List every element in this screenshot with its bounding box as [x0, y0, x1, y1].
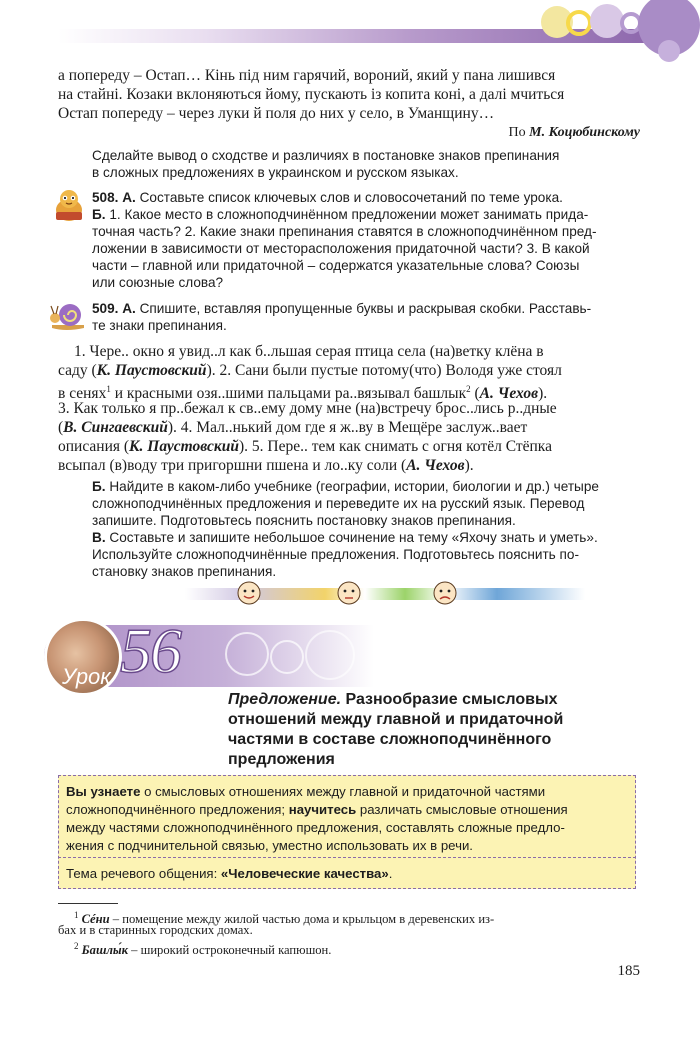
source-prefix: По	[508, 125, 530, 140]
decor-circle	[270, 640, 304, 674]
snail-icon	[48, 298, 88, 334]
task-intro-line: в сложных предложениях в украинском и русском языках.	[92, 165, 459, 180]
footnote-def: – широкий остроконечный капюшон.	[128, 943, 332, 958]
goals-text: сложноподчинённого предложения;	[66, 802, 289, 817]
text-seg: ). 4. Мал..нький дом где я ж..ву в Мещёре заслуж..вает	[167, 419, 528, 436]
ex509-text-line	[58, 418, 658, 437]
text-seg: всыпал (в)воду три пригоршни пшена и ло..ку соли (	[58, 457, 407, 474]
footnote-word: Башлы́к	[81, 943, 129, 958]
text-seg: ).	[464, 457, 474, 474]
decor-circle	[225, 632, 269, 676]
ex509-v1: Составьте и запишите небольшое сочинение на тему «Яхочу знать и уметь».	[105, 530, 598, 545]
ex508-line: ложении в зависимости от месторасположения придаточной части? 3. В какой	[92, 241, 590, 256]
ex509-b-line: сложноподчинённых предложения и переведите их на русский язык. Перевод	[92, 496, 585, 511]
goals-line	[66, 801, 632, 819]
decor-circle	[658, 40, 680, 62]
text-seg: в сенях	[58, 385, 107, 403]
goals-skill-label: научитесь	[288, 802, 357, 817]
thinking-face-icon	[336, 580, 362, 606]
lesson-title-line	[228, 690, 648, 710]
decor-circle	[590, 4, 624, 38]
lesson-title-line: отношений между главной и придаточной	[228, 711, 564, 728]
text-author: А. Чехов	[406, 457, 465, 474]
footnote-number: 1	[74, 910, 79, 920]
lesson-title-line: предложения	[228, 751, 335, 768]
ex508-line: точная часть? 2. Какие знаки препинания ставятся в сложноподчинённом пред-	[92, 224, 597, 239]
ex509-text-line	[58, 437, 658, 456]
lesson-title-part: Разнообразие смысловых	[341, 691, 558, 708]
goals-text: о смысловых отношениях между главной и придаточной частями	[140, 784, 546, 799]
ex508-line: или союзные слова?	[92, 275, 224, 290]
ex509-b1: Найдите в каком-либо учебнике (географии, истории, биологии и др.) четыре	[105, 479, 599, 494]
footnote	[74, 939, 644, 958]
poem-line: Остап попереду – через луки й поля до них у село, в Уманщину…	[58, 105, 495, 122]
ex508-line	[92, 206, 642, 224]
task-intro-line: Сделайте вывод о сходстве и различиях в постановке знаков препинания	[92, 148, 560, 163]
ex508-a: Составьте список ключевых слов и словосочетаний по теме урока.	[135, 190, 563, 205]
page-number: 185	[617, 963, 640, 979]
source-author: М. Коцюбинскому	[529, 125, 640, 140]
smiley-face-icon	[236, 580, 262, 606]
text-seg: (	[470, 385, 480, 403]
ex509-text-line	[58, 361, 658, 380]
footnote-def: – помещение между жилой частью дома и крыльцом в деревенских из-	[109, 912, 495, 927]
poem-source	[300, 123, 640, 142]
ex509-text-line	[58, 456, 658, 475]
text-seg: саду (	[58, 362, 97, 379]
topic-name: «Человеческие качества»	[220, 866, 389, 881]
lesson-word: Урок	[62, 664, 111, 689]
ex508-number: 508. А.	[92, 190, 136, 205]
text-author: А. Чехов	[479, 385, 539, 403]
ex509-b-label: Б.	[92, 479, 106, 494]
text-seg: ).	[538, 385, 548, 403]
topic-end: .	[388, 866, 393, 881]
ex509-line: те знаки препинания.	[92, 318, 227, 333]
goals-line: жения с подчинительной связью, уместно использовать их в речи.	[66, 838, 473, 853]
text-author: К. Паустовский	[129, 438, 239, 455]
goals-divider	[58, 857, 636, 858]
ex508-b1: 1. Какое место в сложноподчинённом предложении может занимать прида-	[105, 207, 589, 222]
lesson-title-line: частями в составе сложноподчинённого	[228, 731, 552, 748]
goals-text: различать смысловые отношения	[356, 802, 568, 817]
text-seg: ). 5. Пере.. тем как снимать с огня котёл Стёпка	[238, 438, 552, 455]
footnote-ref: 2	[466, 384, 471, 394]
ex509-line	[92, 300, 642, 318]
footnote-number: 2	[74, 941, 79, 951]
ex509-number: 509. А.	[92, 301, 136, 316]
text-seg: и красными озя..шими пальцами ра..вязывал башлык	[110, 385, 467, 403]
text-seg: (	[58, 419, 64, 436]
think-icon	[50, 188, 88, 222]
poem-line: а попереду – Остап… Кінь під ним гарячий, вороний, який у пана лишився	[58, 67, 556, 84]
goals-line: между частями сложноподчинённого предложения, составлять сложные предло-	[66, 820, 565, 835]
decor-circle	[305, 630, 355, 680]
poem-line: на стайні. Козаки вклоняються йому, пускають із копита коні, а далі мчиться	[58, 86, 565, 103]
topic-prefix: Тема речевого общения:	[66, 866, 221, 881]
goals-topic	[66, 865, 632, 883]
text-author: В. Сингаевский	[63, 419, 168, 436]
ex509-a1: Спишите, вставляя пропущенные буквы и раскрывая скобки. Расставь-	[135, 301, 592, 316]
goals-learn-label: Вы узнаете	[66, 784, 141, 799]
ex508-line: части – главной или придаточной – содержатся указательные слова? Союзы	[92, 258, 580, 273]
lesson-title-italic: Предложение.	[228, 691, 342, 708]
ex509-v-line: становку знаков препинания.	[92, 564, 277, 579]
sad-face-icon	[432, 580, 458, 606]
text-seg: ). 2. Сани были пустые потому(что) Володя уже стоял	[206, 362, 562, 379]
lesson-number: 56	[120, 615, 180, 686]
ex509-text-line: 3. Как только я пр..бежал к св..ему дому мне (на)встречу брос..лись р..дные	[58, 400, 557, 417]
text-seg: описания (	[58, 438, 130, 455]
ex508-line	[92, 189, 642, 207]
footnote-ref: 1	[106, 384, 111, 394]
ex509-text-line: 1. Чере.. окно я увид..л как б..льшая серая птица села (на)ветку клёна в	[74, 343, 544, 360]
text-author: К. Паустовский	[96, 362, 207, 379]
ex509-v-line	[92, 529, 652, 547]
ex509-v-line: Используйте сложноподчинённые предложения. Подготовьтесь пояснить по-	[92, 547, 579, 562]
goals-line	[66, 783, 632, 801]
ex508-b-label: Б.	[92, 207, 106, 222]
ex509-b-line	[92, 478, 652, 496]
ex509-v-label: В.	[92, 530, 106, 545]
decor-circle	[566, 10, 592, 36]
footnote-rule	[58, 903, 118, 904]
footnote: бах и в старинных городских домах.	[58, 923, 253, 937]
ex509-b-line: запишите. Подготовьтесь пояснить постановку знаков препинания.	[92, 513, 516, 528]
footnote-word: Сéни	[81, 912, 110, 927]
